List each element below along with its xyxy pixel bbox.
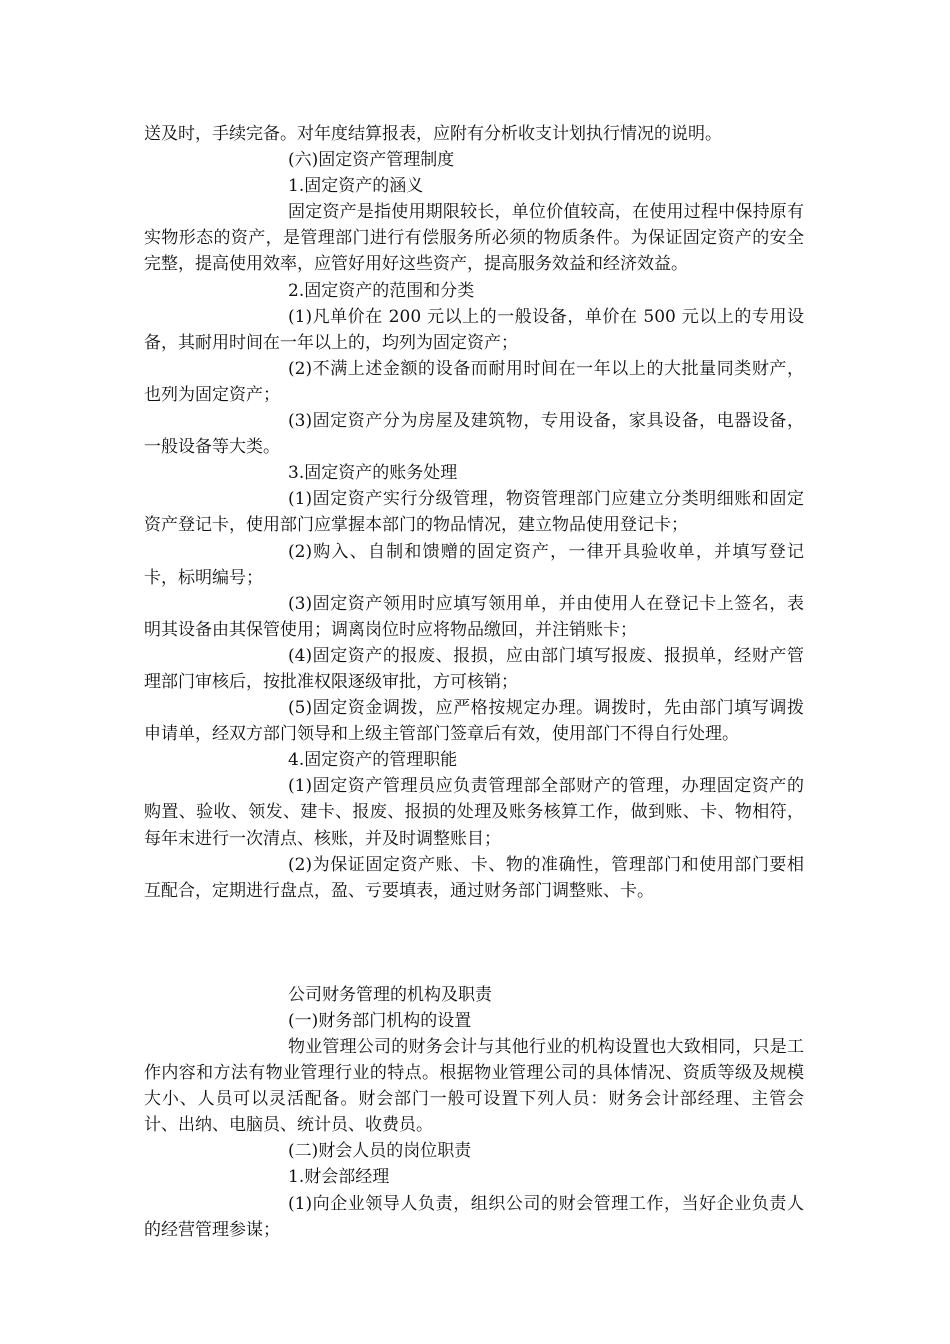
list-item: (4)固定资产的报废、报损，应由部门填写报废、报损单，经财产管理部门审核后，按批准权限逐级审批，方可核销； [144, 645, 804, 692]
list-item: (1)向企业领导人负责，组织公司的财会管理工作，当好企业负责人的经营管理参谋； [144, 1193, 804, 1240]
list-item: (2)为保证固定资产账、卡、物的准确性，管理部门和使用部门要相互配合，定期进行盘点，盈、亏要填表，通过财务部门调整账、卡。 [144, 854, 804, 901]
subsection-heading: 1.固定资产的涵义 [288, 176, 424, 197]
section-heading: (六)固定资产管理制度 [288, 150, 455, 171]
list-item: (1)凡单价在 200 元以上的一般设备，单价在 500 元以上的专用设备，其耐用时间在一年以上的，均列为固定资产； [144, 306, 804, 353]
blank-gap [144, 904, 804, 982]
subsection-heading: 3.固定资产的账务处理 [288, 463, 458, 484]
paragraph: 送及时，手续完备。对年度结算报表，应附有分析收支计划执行情况的说明。 [144, 124, 722, 144]
section-title: 公司财务管理的机构及职责 [288, 984, 492, 1005]
list-item: (1)固定资产实行分级管理，物资管理部门应建立分类明细账和固定资产登记卡，使用部门应掌握本部门的物品情况，建立物品使用登记卡； [144, 489, 804, 536]
subsection-heading: 2.固定资产的范围和分类 [288, 280, 475, 301]
subsection-heading: 4.固定资产的管理职能 [288, 750, 458, 771]
list-item: (5)固定资金调拨，应严格按规定办理。调拨时，先由部门填写调拨申请单，经双方部门领导和上级主管部门签章后有效，使用部门不得自行处理。 [144, 698, 804, 745]
subsection-heading: 1.财会部经理 [288, 1167, 390, 1188]
list-item: (1)固定资产管理员应负责管理部全部财产的管理，办理固定资产的购置、验收、领发、建卡、报废、报损的处理及账务核算工作，做到账、卡、物相符，每年末进行一次清点、核账，并及时调整账目； [144, 776, 804, 849]
document-page [144, 121, 804, 1243]
list-item: (3)固定资产领用时应填写领用单，并由使用人在登记卡上签名，表明其设备由其保管使用；调离岗位时应将物品缴回，并注销账卡； [144, 593, 804, 640]
list-item: (2)购入、自制和馈赠的固定资产，一律开具验收单，并填写登记卡，标明编号； [144, 541, 804, 588]
section-heading: (二)财会人员的岗位职责 [288, 1141, 472, 1162]
paragraph: 固定资产是指使用期限较长，单位价值较高，在使用过程中保持原有实物形态的资产，是管理部门进行有偿服务所必须的物质条件。为保证固定资产的安全完整，提高使用效率，应管好用好这些资产，提高服务效益和经济效益。 [144, 202, 804, 275]
section-finance-organization [144, 982, 804, 1243]
list-item: (2)不满上述金额的设备而耐用时间在一年以上的大批量同类财产，也列为固定资产； [144, 358, 804, 405]
section-fixed-assets [144, 121, 804, 904]
paragraph: 物业管理公司的财务会计与其他行业的机构设置也大致相同，只是工作内容和方法有物业管理行业的特点。根据物业管理公司的具体情况、资质等级及规模大小、人员可以灵活配备。财会部门一般可设置下列人员：财务会计部经理、主管会计、出纳、电脑员、统计员、收费员。 [144, 1037, 804, 1136]
list-item: (3)固定资产分为房屋及建筑物，专用设备，家具设备，电器设备，一般设备等大类。 [144, 411, 804, 458]
section-heading: (一)财务部门机构的设置 [288, 1010, 472, 1031]
